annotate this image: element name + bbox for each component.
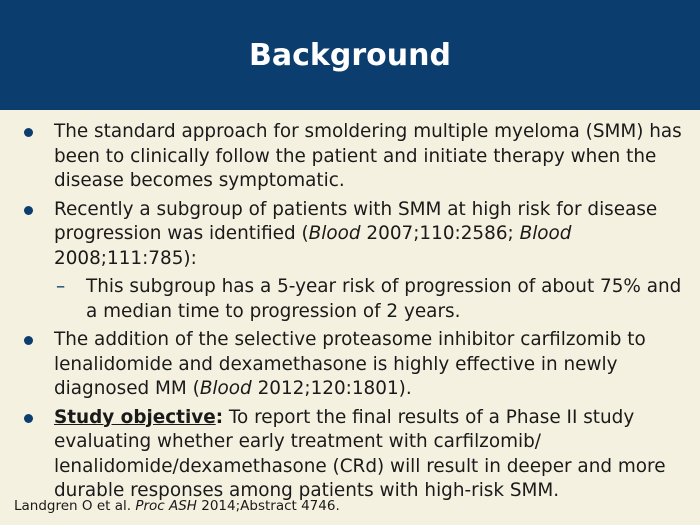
bullet-dot-icon (24, 128, 33, 137)
label-colon: : (215, 406, 224, 428)
journal-name: Blood (199, 378, 252, 399)
bullet-dot-icon (24, 414, 33, 423)
bullet-list (22, 120, 682, 508)
study-objective-label: Study objective (54, 406, 216, 428)
bullet-item-2 (22, 198, 682, 272)
footer-authors: Landgren O et al. (14, 498, 136, 514)
citation-footer (14, 498, 340, 514)
page-title: Background (249, 37, 451, 73)
citation-text: 2008;111:785): (54, 247, 197, 269)
dash-icon: – (56, 276, 66, 297)
bullet-text: To report the final results of a Phase II study evaluating whether early treatment with carfilzomib/ lenalidomide/dexamethasone (CRd) will result in deeper and more durable responses among patients with high-risk SMM. (54, 406, 666, 501)
bullet-dot-icon (24, 206, 33, 215)
sub-bullet-text: This subgroup has a 5-year risk of progression of about 75% and a median time to progression of 2 years. (86, 276, 682, 322)
bullet-text: Recently a subgroup of patients with SMM at high risk for disease progression was identified ( (54, 198, 658, 244)
title-banner (0, 0, 700, 110)
footer-abstract: 2014;Abstract 4746. (196, 498, 340, 514)
citation-text: 2012;120:1801). (251, 378, 412, 399)
bullet-item-1 (22, 120, 682, 194)
citation-text: 2007;110:2586; (360, 223, 520, 244)
bullet-item-3 (22, 328, 682, 402)
bullet-text: The standard approach for smoldering multiple myeloma (SMM) has been to clinically follow the patient and initiate therapy when the disease becomes symptomatic. (54, 121, 682, 191)
bullet-dot-icon (24, 336, 33, 345)
bullet-item-4 (22, 406, 682, 504)
journal-name: Blood (519, 223, 572, 244)
journal-name: Blood (308, 223, 361, 244)
footer-journal: Proc ASH (135, 498, 197, 514)
bullet-text: The addition of the selective proteasome inhibitor carfilzomib to lenalidomide and dexamethasone is highly effective in newly diagnosed MM ( (54, 329, 646, 399)
sub-bullet-item (22, 275, 682, 324)
